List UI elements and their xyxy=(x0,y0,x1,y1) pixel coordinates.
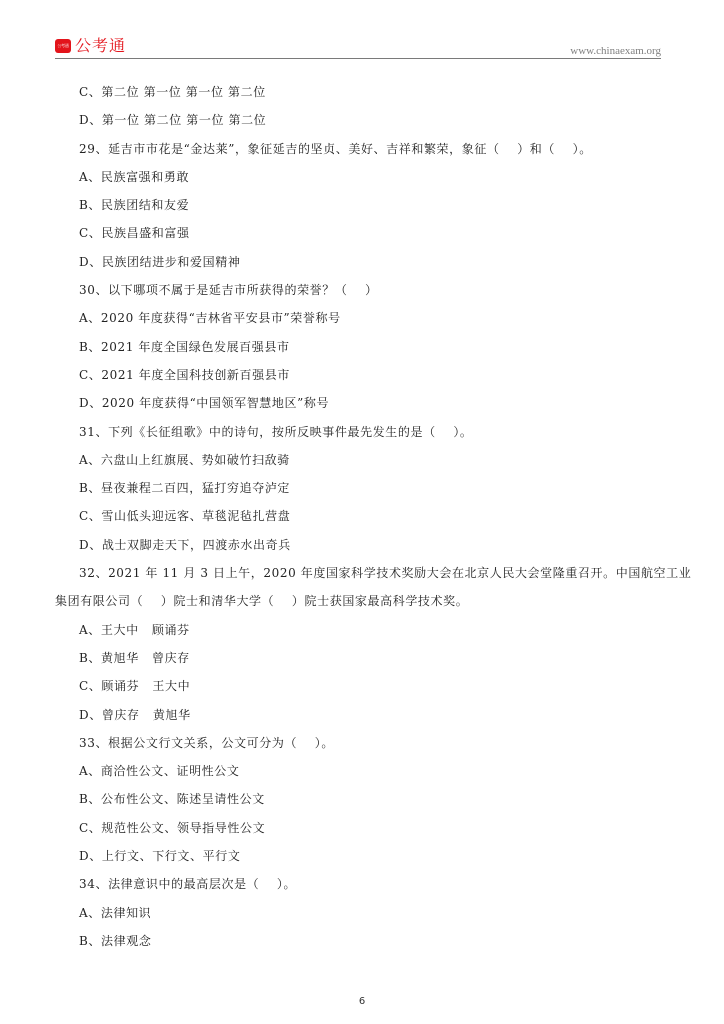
option-q32-b: B、黄旭华 曾庆存 xyxy=(79,650,190,665)
question-stem-32-line1: 32、2021 年 11 月 3 日上午，2020 年度国家科学技术奖励大会在北京人民大会堂隆重召开。中国航空工业 xyxy=(79,566,692,581)
option-q33-a: A、商洽性公文、证明性公文 xyxy=(79,764,240,779)
site-url: www.chinaexam.org xyxy=(570,45,661,57)
option-q30-d: D、2020 年度获得“中国领军智慧地区”称号 xyxy=(79,396,330,411)
option-q29-c: C、民族昌盛和富强 xyxy=(79,226,190,241)
option-q33-b: B、公布性公文、陈述呈请性公文 xyxy=(79,792,265,807)
question-stem-29: 29、延吉市市花是“金达莱”，象征延吉的坚贞、美好、吉祥和繁荣，象征（ ）和（ ）。 xyxy=(79,141,592,156)
option-q29-a: A、民族富强和勇敢 xyxy=(79,169,190,184)
option-q30-b: B、2021 年度全国绿色发展百强县市 xyxy=(79,339,290,354)
option-q30-a: A、2020 年度获得“吉林省平安县市”荣誉称号 xyxy=(79,311,341,326)
question-stem-34: 34、法律意识中的最高层次是（ ）。 xyxy=(79,877,297,892)
option-q33-c: C、规范性公文、领导指导性公文 xyxy=(79,820,266,835)
option-q34-b: B、法律观念 xyxy=(79,933,152,948)
option-q32-d: D、曾庆存 黄旭华 xyxy=(79,707,191,722)
question-stem-30: 30、以下哪项不属于是延吉市所获得的荣誉？（ ） xyxy=(79,283,378,298)
logo-text: 公考通 xyxy=(75,36,127,55)
page-header xyxy=(55,34,661,59)
option-q31-b: B、昼夜兼程二百四，猛打穷追夺泸定 xyxy=(79,481,291,496)
option-q31-a: A、六盘山上红旗展、势如破竹扫敌骑 xyxy=(79,452,290,467)
question-stem-33: 33、根据公文行文关系，公文可分为（ ）。 xyxy=(79,735,334,750)
question-stem-32-line2: 集团有限公司（ ）院士和清华大学（ ）院士获国家最高科学技术奖。 xyxy=(55,594,469,609)
option-q30-c: C、2021 年度全国科技创新百强县市 xyxy=(79,367,290,382)
logo xyxy=(55,38,126,54)
option-q28-d: D、第一位 第二位 第一位 第二位 xyxy=(79,113,267,128)
option-q32-a: A、王大中 顾诵芬 xyxy=(79,622,190,637)
document-body xyxy=(55,78,692,955)
option-q34-a: A、法律知识 xyxy=(79,905,152,920)
option-q29-b: B、民族团结和友爱 xyxy=(79,198,190,213)
question-stem-31: 31、下列《长征组歌》中的诗句，按所反映事件最先发生的是（ ）。 xyxy=(79,424,473,439)
option-q28-c: C、第二位 第一位 第一位 第二位 xyxy=(79,85,266,99)
logo-badge-icon: 公考通 xyxy=(55,39,71,53)
page-number: 6 xyxy=(358,996,366,1007)
option-q31-d: D、战士双脚走天下，四渡赤水出奇兵 xyxy=(79,537,291,552)
option-q31-c: C、雪山低头迎远客、草毯泥毡扎营盘 xyxy=(79,509,291,524)
option-q32-c: C、顾诵芬 王大中 xyxy=(79,679,191,694)
option-q29-d: D、民族团结进步和爱国精神 xyxy=(79,254,241,269)
option-q33-d: D、上行文、下行文、平行文 xyxy=(79,849,241,864)
